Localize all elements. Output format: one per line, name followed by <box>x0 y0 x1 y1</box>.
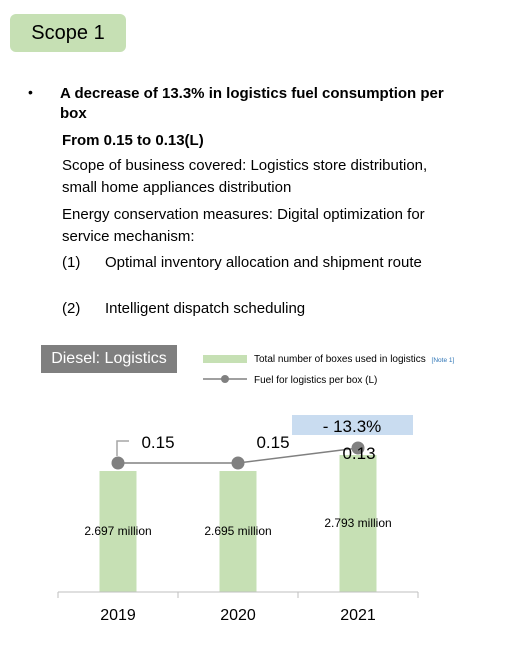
bar-value-label: 2.697 million <box>84 524 152 538</box>
legend-bar-label: Total number of boxes used in logistics [Note 1] <box>254 354 455 365</box>
legend-bar-swatch <box>203 355 247 363</box>
scope-covered-text: Scope of business covered: Logistics store distribution, small home appliances distribution <box>62 157 428 196</box>
x-tick-label: 2021 <box>340 607 376 624</box>
headline: A decrease of 13.3% in logistics fuel consumption per box <box>60 85 444 122</box>
fuel-point <box>112 457 125 470</box>
item-number: (1) <box>62 254 81 271</box>
scope-label: Scope 1 <box>10 14 126 52</box>
item-text: Optimal inventory allocation and shipment route <box>105 254 422 271</box>
x-tick-label: 2020 <box>220 607 256 624</box>
legend-line-marker <box>221 375 229 383</box>
x-tick-label: 2019 <box>100 607 136 624</box>
measures-text: Energy conservation measures: Digital optimization for service mechanism: <box>62 206 425 245</box>
chart-svg <box>0 330 514 641</box>
item-number: (2) <box>62 300 81 317</box>
chart-title: Diesel: Logistics <box>41 345 177 373</box>
bar-value-label: 2.793 million <box>324 516 392 530</box>
label-leader-line <box>117 441 129 456</box>
change-annotation: - 13.3% <box>322 417 382 436</box>
bullet-marker: • <box>28 84 33 100</box>
fuel-value-label: 0.13 <box>342 444 376 463</box>
bar-value-label: 2.695 million <box>204 524 272 538</box>
range-text: From 0.15 to 0.13(L) <box>62 132 204 149</box>
legend-line-label: Fuel for logistics per box (L) <box>254 375 378 386</box>
chart-area <box>0 330 514 641</box>
fuel-point <box>232 457 245 470</box>
item-text: Intelligent dispatch scheduling <box>105 300 306 317</box>
fuel-value-label: 0.15 <box>141 433 175 452</box>
fuel-value-label: 0.15 <box>256 433 290 452</box>
